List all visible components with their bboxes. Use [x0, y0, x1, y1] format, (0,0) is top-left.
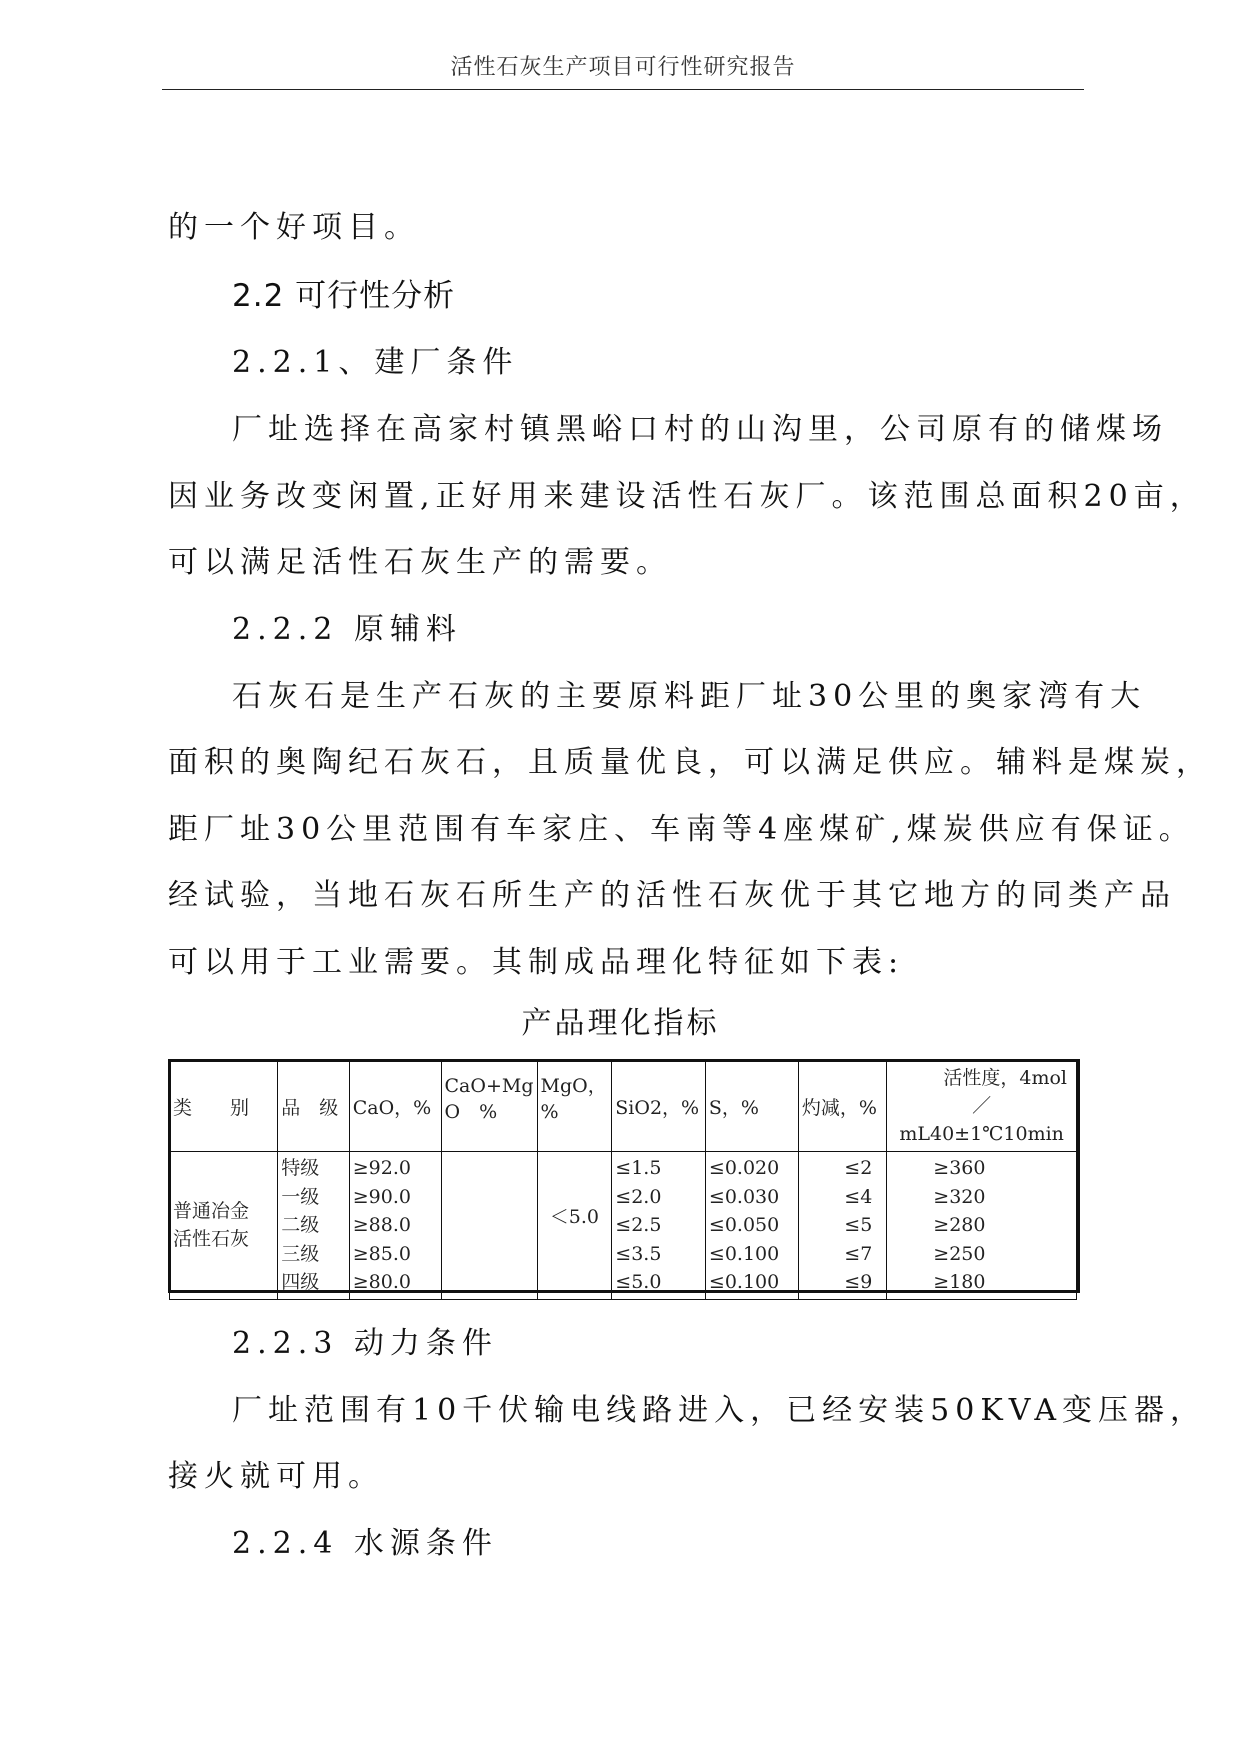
activity-cell: ≥360	[933, 1157, 986, 1179]
activity-cell: ≥180	[933, 1271, 986, 1293]
sio2-cell: ≤3.5	[615, 1242, 662, 1265]
loss-cell: ≤2	[844, 1157, 873, 1179]
paragraph-line: 石灰石是生产石灰的主要原料距厂址30公里的奥家湾有大	[232, 679, 1147, 714]
grade-cell: 特级	[281, 1157, 320, 1179]
activity-cell: ≥250	[933, 1242, 986, 1265]
paragraph-line: 厂址选择在高家村镇黑峪口村的山沟里，公司原有的储煤场	[232, 412, 1168, 447]
section-heading-2-2: 2.2 可行性分析	[232, 278, 456, 314]
grade-cell: 一级	[281, 1185, 320, 1208]
grade-column	[278, 1152, 350, 1300]
s-cell: ≤0.050	[708, 1214, 780, 1236]
header-activity	[887, 1061, 1077, 1152]
activity-column	[887, 1152, 1077, 1300]
category-cell	[170, 1152, 278, 1300]
s-cell: ≤0.100	[708, 1242, 780, 1265]
loss-cell: ≤4	[844, 1185, 873, 1208]
loss-cell: ≤7	[844, 1242, 873, 1265]
paragraph-line: 经试验，当地石灰石所生产的活性石灰优于其它地方的同类产品	[168, 878, 1176, 913]
sio2-cell: ≤2.5	[615, 1214, 662, 1236]
header-cao-mgo	[441, 1061, 537, 1152]
loss-column	[798, 1152, 886, 1300]
sio2-cell: ≤5.0	[615, 1271, 662, 1293]
header-grade: 品 级	[278, 1061, 350, 1152]
paragraph-line: 面积的奥陶纪石灰石，且质量优良，可以满足供应。辅料是煤炭，	[168, 745, 1212, 780]
header-mgo-line1: MgO，	[540, 1075, 607, 1097]
sio2-column	[612, 1152, 706, 1300]
section-heading-2-2-1: 2.2.1、建厂条件	[232, 345, 519, 380]
mgo-cell: ＜5.0	[537, 1152, 612, 1300]
running-header: 活性石灰生产项目可行性研究报告	[450, 55, 796, 80]
category-line2: 活性石灰	[173, 1228, 250, 1251]
sio2-cell: ≤2.0	[615, 1185, 662, 1208]
s-cell: ≤0.030	[708, 1185, 780, 1208]
sio2-cell: ≤1.5	[615, 1157, 662, 1179]
paragraph-line: 接火就可用。	[168, 1459, 384, 1494]
cao-cell: ≥85.0	[352, 1242, 411, 1265]
activity-cell: ≥280	[933, 1214, 986, 1236]
header-activity-line2: ／mL40±1℃10min	[899, 1095, 1064, 1145]
header-loss: 灼减，%	[798, 1061, 886, 1152]
paragraph-line: 可以用于工业需要。其制成品理化特征如下表:	[168, 945, 905, 980]
s-cell: ≤0.020	[708, 1157, 780, 1179]
grade-cell: 四级	[281, 1271, 320, 1293]
header-mgo	[537, 1061, 612, 1152]
header-cao-mgo-line2: O %	[444, 1101, 498, 1123]
cao-cell: ≥88.0	[352, 1214, 411, 1236]
category-line1: 普通冶金	[173, 1200, 250, 1223]
header-rule	[162, 89, 1084, 90]
paragraph-line: 距厂址30公里范围有车家庄、车南等4座煤矿,煤炭供应有保证。	[168, 812, 1195, 847]
paragraph-line: 的一个好项目。	[168, 210, 420, 245]
header-s: S，%	[705, 1061, 798, 1152]
cao-column	[349, 1152, 441, 1300]
s-cell: ≤0.100	[708, 1271, 780, 1293]
paragraph-line: 厂址范围有10千伏输电线路进入，已经安装50KVA变压器，	[232, 1393, 1207, 1428]
grade-cell: 三级	[281, 1242, 320, 1265]
header-sio2: SiO2，%	[612, 1061, 706, 1152]
header-mgo-line2: %	[540, 1101, 559, 1123]
spec-table	[169, 1060, 1077, 1300]
s-column	[705, 1152, 798, 1300]
paragraph-line: 因业务改变闲置,正好用来建设活性石灰厂。该范围总面积20亩，	[168, 479, 1206, 514]
section-heading-2-2-2: 2.2.2 原辅料	[232, 612, 462, 647]
header-cao: CaO，%	[349, 1061, 441, 1152]
table-caption: 产品理化指标	[521, 1006, 720, 1041]
header-activity-line1: 活性度，4mol	[943, 1067, 1067, 1089]
cao-cell: ≥90.0	[352, 1185, 411, 1208]
cao-cell: ≥92.0	[352, 1157, 411, 1179]
header-category: 类 别	[170, 1061, 278, 1152]
table-body-row	[170, 1152, 1077, 1300]
loss-cell: ≤5	[844, 1214, 873, 1236]
paragraph-line: 可以满足活性石灰生产的需要。	[168, 545, 672, 580]
section-heading-2-2-4: 2.2.4 水源条件	[232, 1526, 498, 1561]
table-header-row	[170, 1061, 1077, 1152]
header-cao-mgo-line1: CaO+Mg	[444, 1075, 534, 1097]
grade-cell: 二级	[281, 1214, 320, 1236]
activity-cell: ≥320	[933, 1185, 986, 1208]
cao-mgo-cell	[441, 1152, 537, 1300]
loss-cell: ≤9	[844, 1271, 873, 1293]
cao-cell: ≥80.0	[352, 1271, 411, 1293]
section-heading-2-2-3: 2.2.3 动力条件	[232, 1326, 498, 1361]
